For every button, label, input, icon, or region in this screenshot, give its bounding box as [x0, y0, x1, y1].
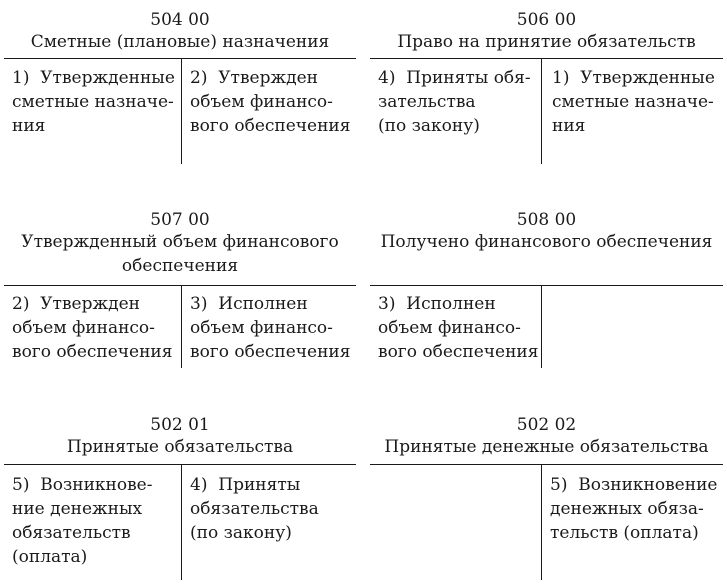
account-code: 502 02: [516, 415, 577, 435]
account-name: Утвержденный объем финансового обеспечения: [21, 232, 339, 276]
t-account-vertical-line: [181, 285, 182, 368]
t-account-horizontal-line: [370, 464, 723, 465]
credit-entry: 2) Утвержден объем финансо- вого обеспечения: [190, 68, 351, 136]
t-account-horizontal-line: [370, 58, 723, 59]
t-account-horizontal-line: [4, 285, 356, 286]
t-account-vertical-line: [541, 58, 542, 164]
account-name: Принятые обязательства: [66, 437, 294, 457]
account-name: Сметные (плановые) назначения: [30, 32, 330, 52]
credit-entry: 4) Приняты обязательства (по закону): [190, 475, 319, 543]
account-507-00: [4, 208, 356, 370]
debit-entry: 3) Исполнен объем финансо- вого обеспечения: [378, 294, 539, 362]
account-506-00: [370, 8, 723, 168]
account-code: 507 00: [150, 210, 210, 230]
t-account-horizontal-line: [370, 285, 723, 286]
account-code: 504 00: [150, 10, 210, 30]
account-502-02: [370, 413, 723, 583]
account-code: 506 00: [516, 10, 577, 30]
credit-entry: 3) Исполнен объем финансо- вого обеспечения: [190, 294, 351, 362]
t-account-vertical-line: [181, 464, 182, 580]
t-account-vertical-line: [181, 58, 182, 164]
debit-entry: 2) Утвержден объем финансо- вого обеспечения: [12, 294, 173, 362]
debit-entry: 5) Возникнове- ние денежных обязательств (оплата): [12, 475, 153, 567]
debit-entry: 1) Утвержденные сметные назначе- ния: [12, 68, 175, 136]
credit-entry: 1) Утвержденные сметные назначе- ния: [552, 68, 715, 136]
t-account-vertical-line: [541, 285, 542, 368]
t-account-horizontal-line: [4, 58, 356, 59]
account-code: 502 01: [150, 415, 210, 435]
credit-entry: 5) Возникновение денежных обяза- тельств (оплата): [550, 475, 718, 543]
t-account-vertical-line: [541, 464, 542, 580]
account-name: Получено финансового обеспечения: [380, 232, 713, 252]
account-name: Принятые денежные обязательства: [384, 437, 709, 457]
account-504-00: [4, 8, 356, 168]
debit-entry: 4) Приняты обя- зательства (по закону): [378, 68, 531, 136]
account-502-01: [4, 413, 356, 583]
account-508-00: [370, 208, 723, 370]
account-name: Право на принятие обязательств: [397, 32, 696, 52]
account-code: 508 00: [516, 210, 577, 230]
t-account-horizontal-line: [4, 464, 356, 465]
